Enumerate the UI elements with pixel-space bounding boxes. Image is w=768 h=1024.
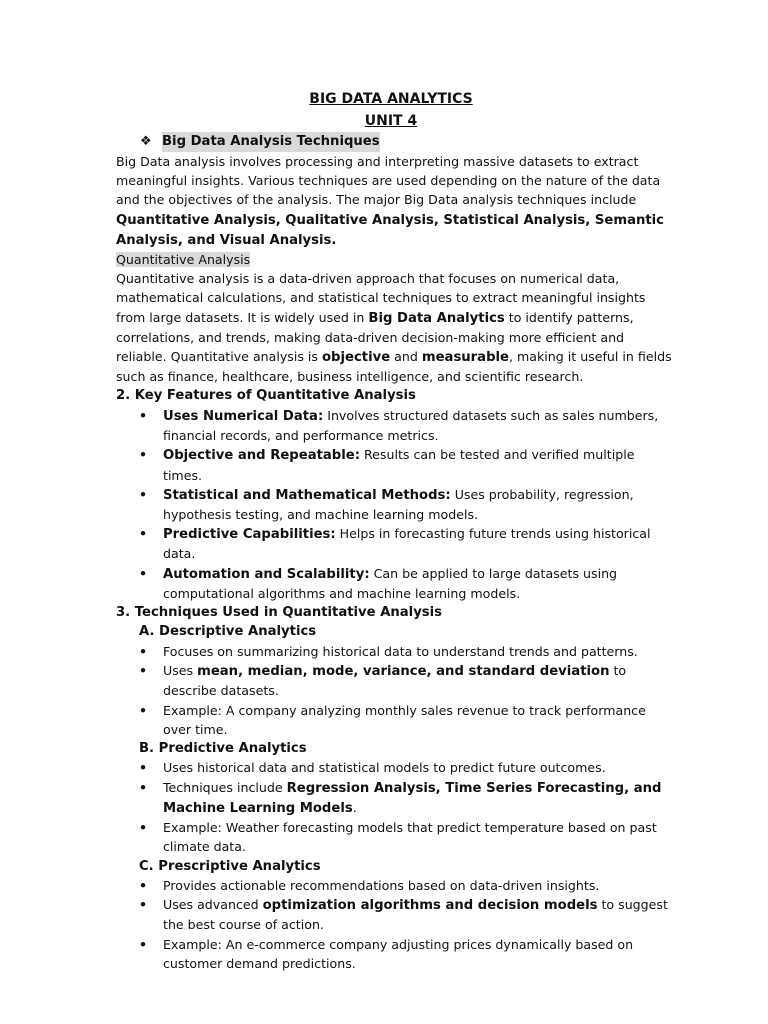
descriptive-heading: A. Descriptive Analytics: [139, 624, 317, 640]
list-item: [116, 445, 676, 484]
list-item: [116, 661, 676, 700]
feature-text: Results can be tested and verified multiple times.: [163, 447, 635, 483]
feature-title: Statistical and Mathematical Methods:: [163, 487, 451, 503]
prescriptive-heading: C. Prescriptive Analytics: [139, 858, 321, 874]
list-item-bold: optimization algorithms and decision models: [262, 898, 598, 914]
descriptive-list: [116, 642, 676, 739]
intro-bold-techniques: Quantitative Analysis, Qualitative Analysis, Statistical Analysis, Semantic Analysis, and Visual Analysis.: [116, 212, 664, 248]
list-item: [116, 758, 676, 777]
list-item: [116, 642, 676, 661]
quantitative-label-line: [116, 250, 676, 269]
quant-text-3: and: [390, 349, 422, 365]
list-item-text: Focuses on summarizing historical data to understand trends and patterns.: [163, 643, 638, 659]
list-item-bold: Regression Analysis, Time Series Forecasting, and Machine Learning Models: [163, 780, 662, 816]
list-item-text: Example: A company analyzing monthly sales revenue to track performance over time.: [163, 702, 646, 737]
list-item: [116, 895, 676, 934]
list-item-text: Example: Weather forecasting models that predict temperature based on past climate data.: [163, 820, 657, 855]
list-item-text: to describe datasets.: [163, 663, 627, 699]
feature-text: Helps in forecasting future trends using historical data.: [163, 526, 651, 562]
feature-title: Automation and Scalability:: [163, 566, 370, 582]
intro-paragraph: [116, 152, 676, 250]
list-item: [116, 564, 676, 603]
feature-text: Can be applied to large datasets using computational algorithms and machine learning models.: [163, 565, 618, 601]
techniques-heading: 3. Techniques Used in Quantitative Analysis: [116, 604, 443, 620]
document-title: BIG DATA ANALYTICS: [309, 91, 473, 107]
unit-title: UNIT 4: [364, 113, 418, 129]
quantitative-label: Quantitative Analysis: [116, 252, 251, 268]
quant-text-1: Quantitative analysis is a data-driven approach that focuses on numerical data, mathematical calculations, and statistical techniques to extract meaningful insights from large datasets. It is widely used in: [116, 271, 646, 325]
quant-bold-2: objective: [322, 350, 391, 366]
diamond-bullet-icon: ❖: [140, 134, 152, 149]
list-item-text: Techniques include: [163, 779, 287, 795]
features-heading: 2. Key Features of Quantitative Analysis: [116, 388, 416, 404]
quant-text-2: to identify patterns, correlations, and trends, making data-driven decision-making more efficient and reliable. Quantitative analysis is: [116, 309, 634, 365]
list-item: [116, 818, 676, 856]
list-item-text: Example: An e-commerce company adjusting prices dynamically based on customer demand predictions.: [163, 936, 634, 971]
feature-title: Predictive Capabilities:: [163, 527, 336, 543]
list-item: [116, 778, 676, 818]
list-item-text: Uses historical data and statistical models to predict future outcomes.: [163, 760, 606, 776]
quant-bold-3: measurable: [421, 350, 509, 366]
feature-text: Involves structured datasets such as sales numbers, financial records, and performance metrics.: [163, 407, 659, 444]
intro-text: Big Data analysis involves processing and interpreting massive datasets to extract meaningful insights. Various techniques are used depending on the nature of the data and the objectives of the analysis. The major Big Data analysis techniques include: [116, 154, 661, 208]
prescriptive-list: [116, 876, 676, 973]
list-item: [116, 524, 676, 563]
document-content: [116, 88, 676, 973]
list-item-text: Provides actionable recommendations based on data-driven insights.: [163, 878, 600, 893]
feature-title: Uses Numerical Data:: [163, 408, 324, 424]
list-item-text: .: [352, 799, 357, 815]
features-list: [116, 406, 676, 603]
list-item: [116, 935, 676, 973]
predictive-list: [116, 758, 676, 856]
list-item-bold: mean, median, mode, variance, and standard deviation: [197, 664, 610, 680]
list-item-text: Uses advanced: [163, 897, 263, 913]
section-title: Big Data Analysis Techniques: [162, 132, 380, 152]
quant-bold-1: Big Data Analytics: [368, 310, 505, 326]
list-item: [116, 406, 676, 445]
quant-text-4: , making it useful in fields such as finance, healthcare, business intelligence, and scientific research.: [116, 349, 672, 385]
section-heading: [140, 132, 676, 152]
quantitative-paragraph: [116, 269, 676, 386]
list-item-text: Uses: [163, 663, 198, 679]
list-item: [116, 876, 676, 895]
list-item: [116, 485, 676, 524]
feature-text: Uses probability, regression, hypothesis testing, and machine learning models.: [163, 486, 634, 522]
list-item: [116, 701, 676, 739]
feature-title: Objective and Repeatable:: [163, 448, 360, 464]
list-item-text: to suggest the best course of action.: [163, 897, 668, 933]
predictive-heading: B. Predictive Analytics: [139, 740, 307, 756]
